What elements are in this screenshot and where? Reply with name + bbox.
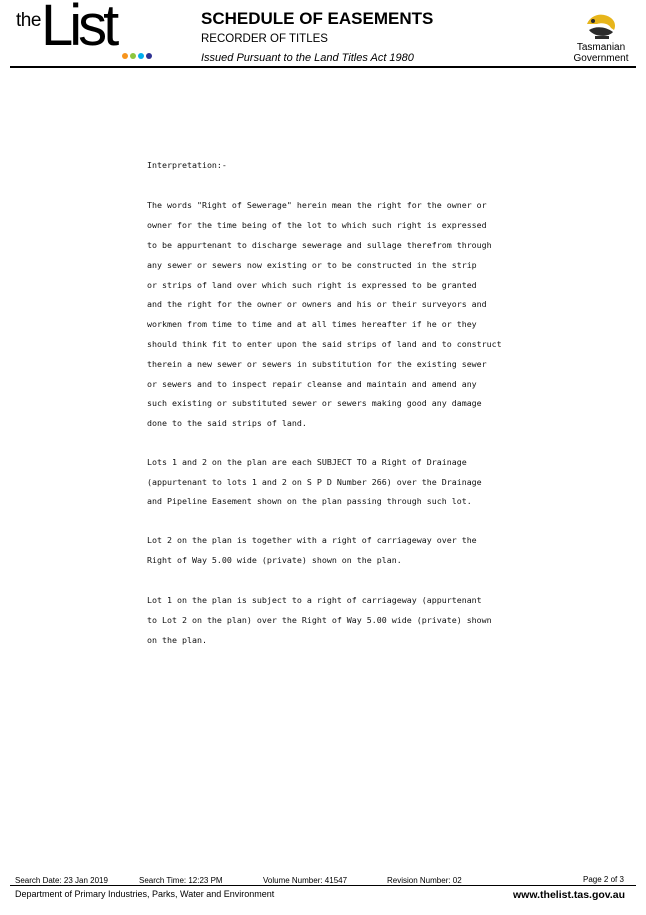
doc-line: Right of Way 5.00 wide (private) shown on the plan. xyxy=(147,555,402,565)
logo-the-text: the xyxy=(16,10,41,31)
page-title: SCHEDULE OF EASEMENTS xyxy=(201,9,434,28)
doc-line: on the plan. xyxy=(147,635,207,645)
logo-list-text: List xyxy=(41,0,116,58)
footer-divider xyxy=(10,885,636,886)
logo-dot xyxy=(146,53,152,59)
doc-line: (appurtenant to lots 1 and 2 on S P D Number 266) over the Drainage xyxy=(147,477,482,487)
doc-line: or sewers and to inspect repair cleanse and maintain and amend any xyxy=(147,379,477,389)
page-subtitle: RECORDER OF TITLES xyxy=(201,33,328,45)
doc-line: Lot 2 on the plan is together with a right of carriageway over the xyxy=(147,535,477,545)
logo-dots xyxy=(122,53,152,59)
tasmanian-tiger-crest-icon xyxy=(581,10,621,42)
page-number: Page 2 of 3 xyxy=(583,875,624,884)
header-divider xyxy=(10,66,636,68)
doc-line: Lot 1 on the plan is subject to a right of carriageway (appurtenant xyxy=(147,595,482,605)
revision-number: Revision Number: 02 xyxy=(387,876,462,885)
doc-line: Lots 1 and 2 on the plan are each SUBJECT TO a Right of Drainage xyxy=(147,457,467,467)
doc-line: and Pipeline Easement shown on the plan passing through such lot. xyxy=(147,496,472,506)
doc-line: Interpretation:- xyxy=(147,160,227,170)
doc-line: should think fit to enter upon the said strips of land and to construct xyxy=(147,339,502,349)
tasmanian-government-logo xyxy=(565,10,637,64)
doc-line: therein a new sewer or sewers in substitution for the existing sewer xyxy=(147,359,487,369)
doc-line: to be appurtenant to discharge sewerage and sullage therefrom through xyxy=(147,240,492,250)
doc-line: workmen from time to time and at all times hereafter if he or they xyxy=(147,319,477,329)
doc-line: and the right for the owner or owners and his or their surveyors and xyxy=(147,299,487,309)
gov-line-2: Government xyxy=(573,53,629,64)
doc-line: any sewer or sewers now existing or to be constructed in the strip xyxy=(147,260,477,270)
doc-line: such existing or substituted sewer or sewers making good any damage xyxy=(147,398,482,408)
search-time: Search Time: 12:23 PM xyxy=(139,876,223,885)
logo-dot xyxy=(138,53,144,59)
doc-line: owner for the time being of the lot to which such right is expressed xyxy=(147,220,487,230)
doc-line: or strips of land over which such right is expressed to be granted xyxy=(147,280,477,290)
doc-line: to Lot 2 on the plan) over the Right of Way 5.00 wide (private) shown xyxy=(147,615,492,625)
act-line: Issued Pursuant to the Land Titles Act 1980 xyxy=(201,52,414,64)
gov-line-1: Tasmanian xyxy=(576,42,626,53)
logo-dot xyxy=(130,53,136,59)
volume-number: Volume Number: 41547 xyxy=(263,876,348,885)
doc-line: done to the said strips of land. xyxy=(147,418,307,428)
website-link[interactable]: www.thelist.tas.gov.au xyxy=(513,889,626,901)
department-name: Department of Primary Industries, Parks, Water and Environment xyxy=(15,889,275,899)
search-date: Search Date: 23 Jan 2019 xyxy=(15,876,108,885)
doc-line: The words "Right of Sewerage" herein mean the right for the owner or xyxy=(147,200,487,210)
logo-dot xyxy=(122,53,128,59)
